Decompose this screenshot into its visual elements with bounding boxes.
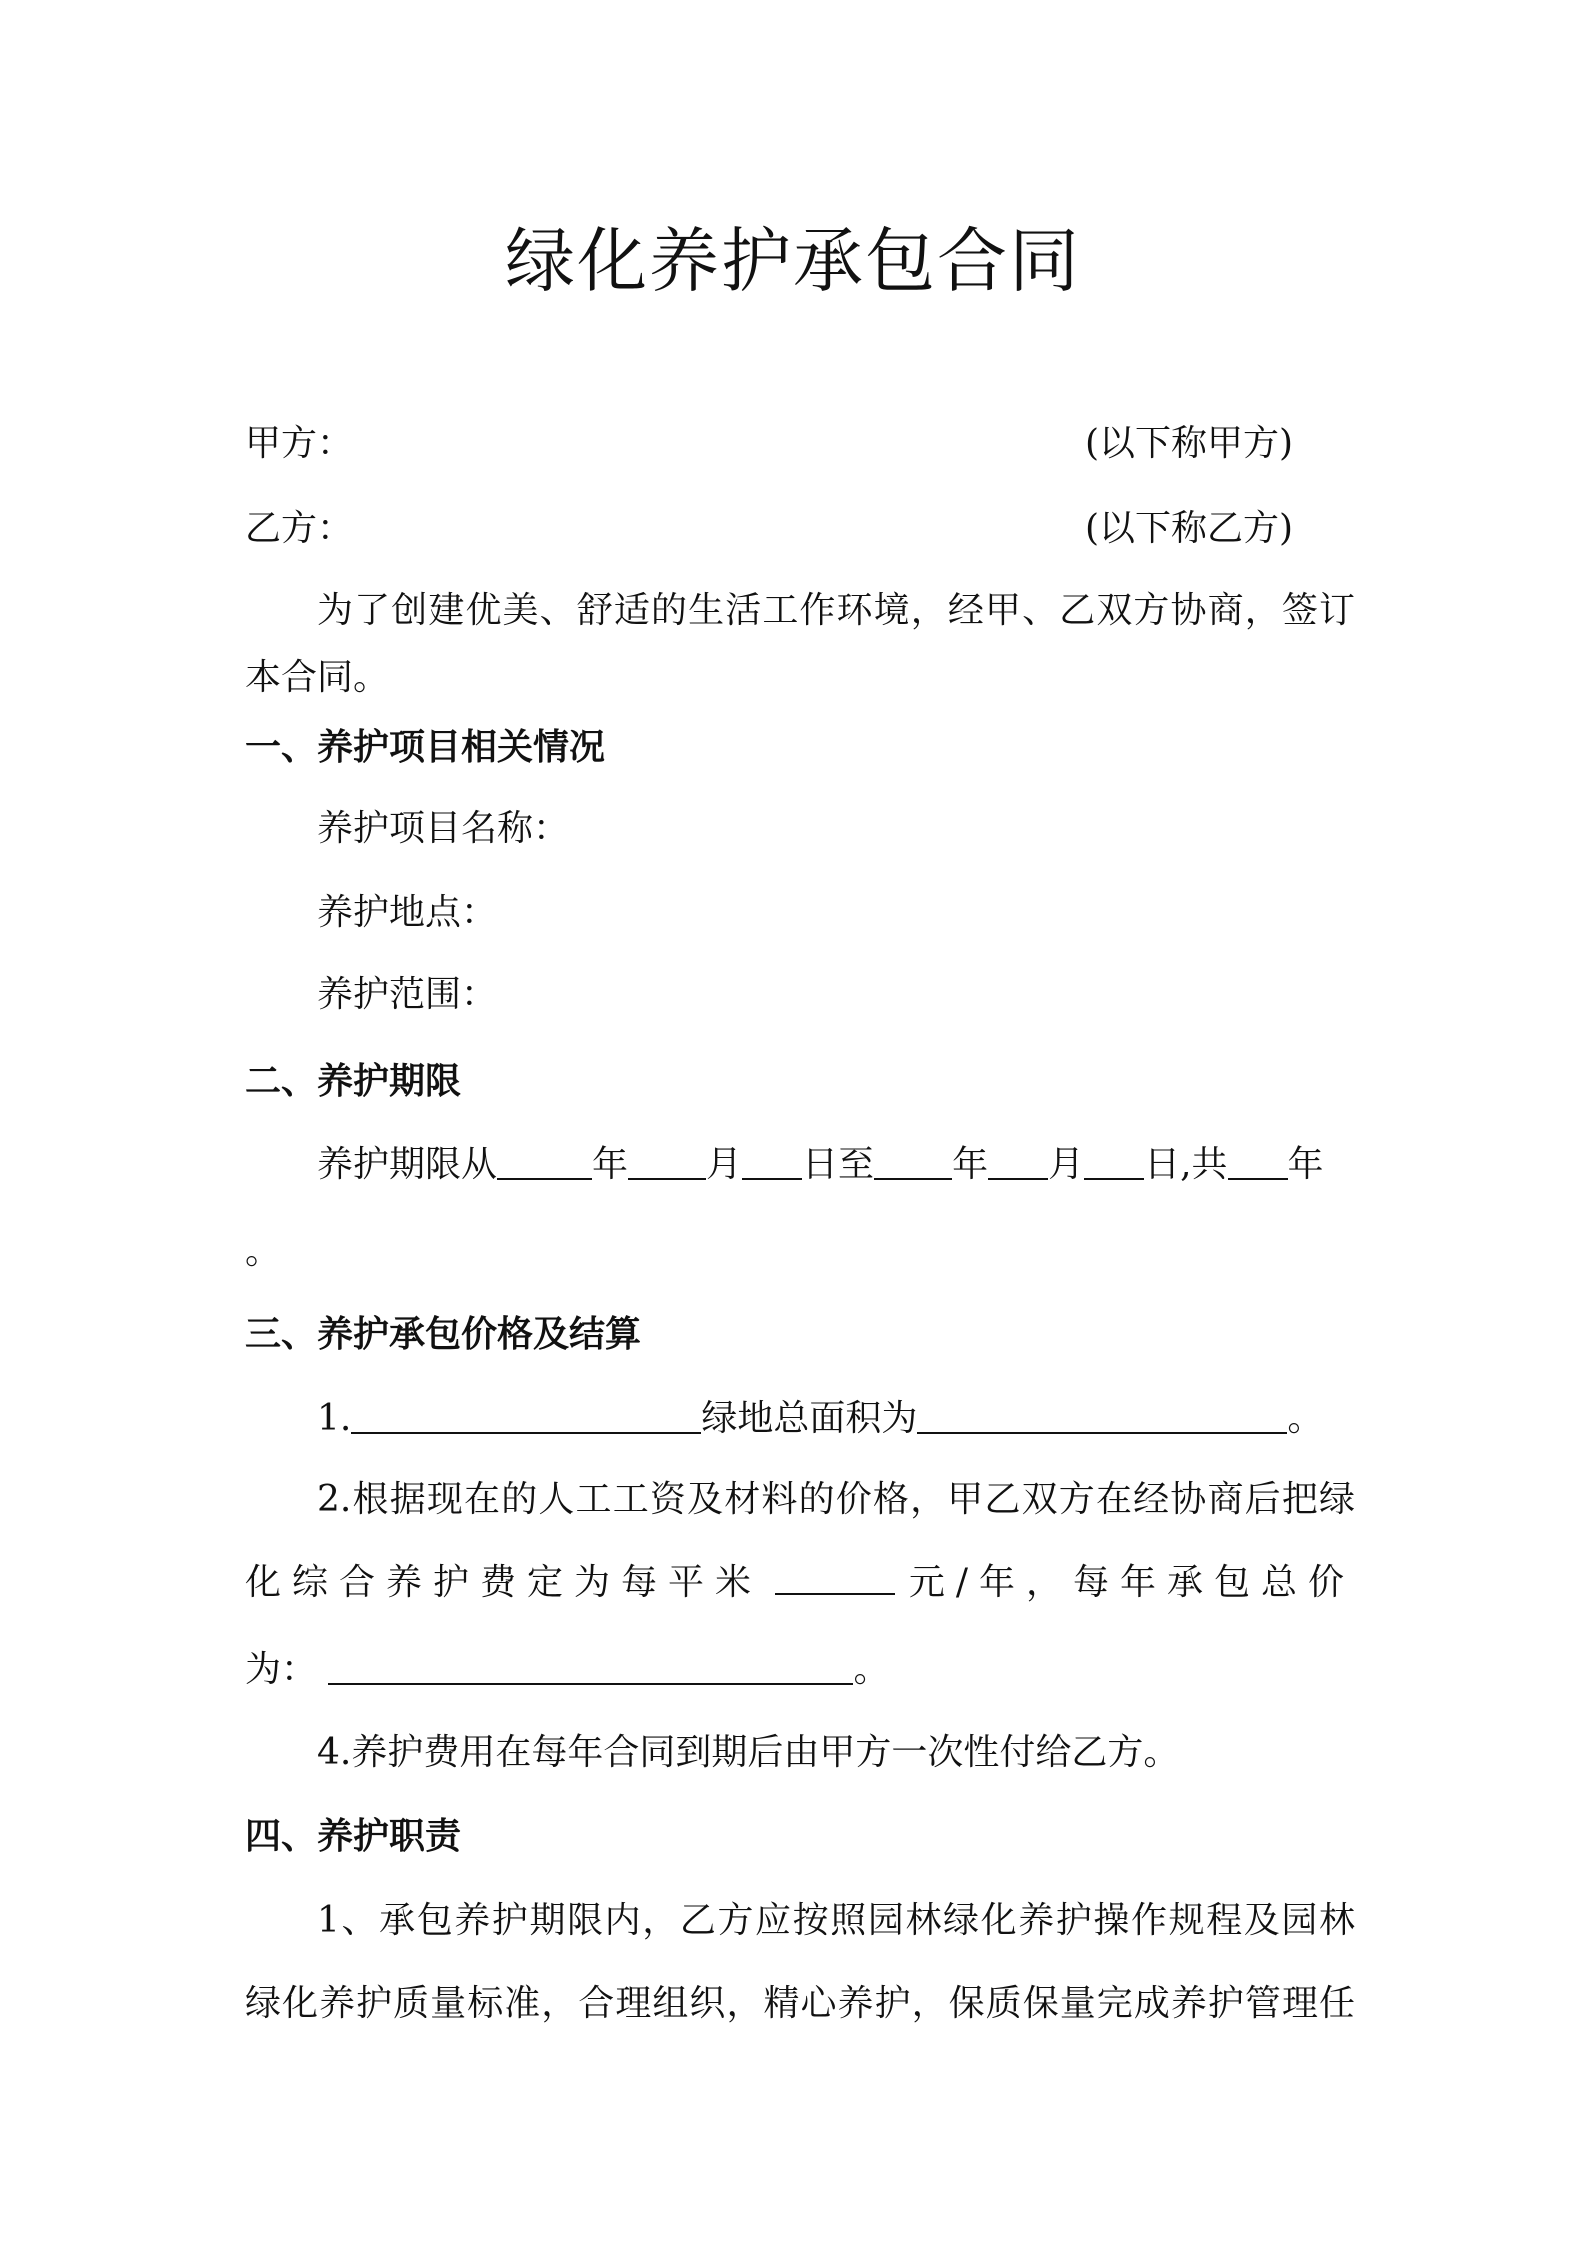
section-3-heading: 三、养护承包价格及结算	[245, 1313, 642, 1355]
area-location-blank	[351, 1400, 701, 1434]
price-end: 。	[853, 1649, 890, 1690]
item-number: 1.	[317, 1398, 352, 1439]
term-text: 日,共	[1144, 1144, 1228, 1185]
total-area-blank	[917, 1400, 1287, 1434]
term-end: 。	[245, 1231, 282, 1272]
end-year-blank	[874, 1146, 952, 1180]
end-day-blank	[1084, 1146, 1144, 1180]
term-line	[245, 1143, 1355, 1187]
party-b-note: (以下称乙方)	[1085, 508, 1294, 549]
payment-line: 4.养护费用在每年合同到期后由甲方一次性付给乙方。	[317, 1732, 1180, 1773]
price-line-2	[245, 1561, 1355, 1605]
annual-total-blank	[328, 1651, 853, 1685]
project-location-field: 养护地点：	[317, 892, 498, 933]
term-text: 养护期限从	[317, 1144, 498, 1185]
price-text: 化综合养护费定为每平米	[245, 1562, 763, 1603]
intro-line-1: 为了创建优美、舒适的生活工作环境，经甲、乙双方协商，签订	[317, 590, 1355, 631]
area-line	[245, 1397, 1355, 1441]
term-text: 月	[1048, 1144, 1085, 1185]
unit-price-blank	[775, 1561, 895, 1595]
section-2-heading: 二、养护期限	[245, 1060, 462, 1102]
section-1-heading: 一、养护项目相关情况	[245, 726, 606, 768]
project-scope-field: 养护范围：	[317, 974, 498, 1015]
price-text: 为：	[245, 1649, 318, 1690]
party-b-label: 乙方：	[245, 508, 354, 549]
document-title: 绿化养护承包合同	[505, 220, 1081, 302]
total-years-blank	[1228, 1146, 1288, 1180]
project-name-field: 养护项目名称：	[317, 808, 570, 849]
section-4-heading: 四、养护职责	[245, 1815, 462, 1857]
duty-line-1: 1、承包养护期限内，乙方应按照园林绿化养护操作规程及园林	[317, 1900, 1355, 1941]
term-text: 年	[592, 1144, 629, 1185]
party-b-line	[245, 507, 1355, 551]
start-month-blank	[628, 1146, 706, 1180]
party-a-label: 甲方：	[245, 423, 354, 464]
price-text: 元/年，每年承包总价	[908, 1562, 1355, 1603]
term-text: 月	[706, 1144, 743, 1185]
area-end: 。	[1287, 1398, 1324, 1439]
term-text: 日至	[802, 1144, 875, 1185]
party-a-line	[245, 422, 1355, 466]
term-text: 年	[1287, 1144, 1324, 1185]
end-month-blank	[988, 1146, 1048, 1180]
area-text: 绿地总面积为	[701, 1398, 918, 1439]
duty-line-2: 绿化养护质量标准，合理组织，精心养护，保质保量完成养护管理任	[245, 1983, 1355, 2024]
intro-line-2: 本合同。	[245, 657, 390, 698]
party-a-note: (以下称甲方)	[1085, 423, 1294, 464]
price-line-1: 2.根据现在的人工工资及材料的价格，甲乙双方在经协商后把绿	[317, 1479, 1355, 1520]
start-day-blank	[742, 1146, 802, 1180]
price-line-3	[245, 1648, 1355, 1692]
term-text: 年	[952, 1144, 989, 1185]
start-year-blank	[497, 1146, 592, 1180]
